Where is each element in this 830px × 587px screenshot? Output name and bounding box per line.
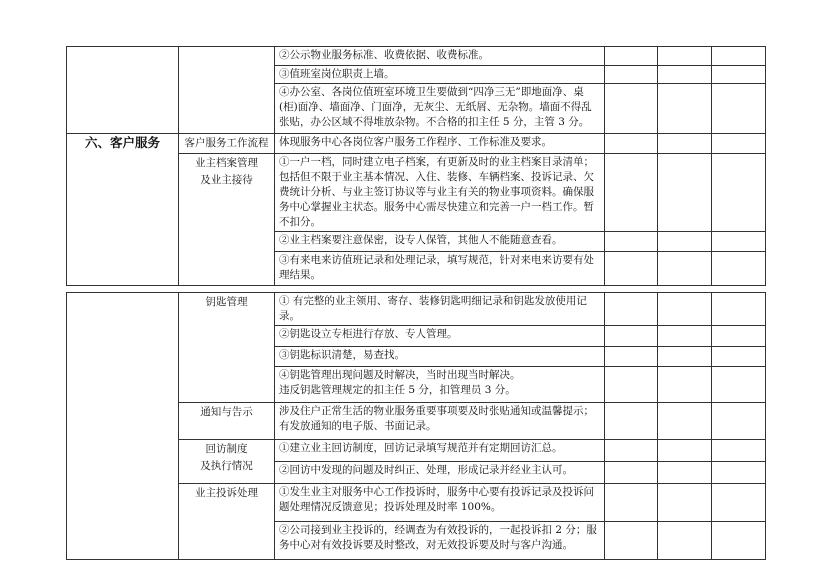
sub-item-line: 回访制度 — [205, 443, 248, 455]
score-cell[interactable] — [658, 326, 712, 347]
score-cell[interactable] — [658, 462, 712, 484]
table-row — [67, 134, 766, 154]
score-cell[interactable] — [712, 347, 766, 367]
score-cell[interactable] — [605, 440, 658, 462]
requirement-cell: ②公司接到业主投诉的，经调查为有效投诉的，一起投诉扣 2 分；服务中心对有效投诉要及时整改，对无效投诉要及时与客户沟通。 — [275, 522, 605, 560]
assessment-table-bottom — [66, 292, 766, 560]
requirement-cell: ②业主档案要注意保密，设专人保管，其他人不能随意查看。 — [275, 232, 605, 252]
sub-item-key-management: 钥匙管理 — [179, 293, 275, 403]
score-cell[interactable] — [712, 440, 766, 462]
score-cell[interactable] — [605, 403, 658, 440]
requirement-cell: ②回访中发现的问题及时纠正、处理，形成记录并经业主认可。 — [275, 462, 605, 484]
score-cell[interactable] — [712, 522, 766, 560]
score-cell[interactable] — [712, 484, 766, 522]
requirement-line: 违反钥匙管理规定的扣主任 5 分，扣管理员 3 分。 — [279, 384, 516, 396]
score-cell[interactable] — [605, 66, 658, 84]
score-cell[interactable] — [658, 367, 712, 403]
score-cell[interactable] — [605, 347, 658, 367]
score-cell[interactable] — [605, 47, 658, 66]
score-cell[interactable] — [658, 134, 712, 154]
sub-item-line: 及执行情况 — [200, 460, 253, 472]
sub-item-service-workflow: 客户服务工作流程 — [179, 134, 275, 154]
requirement-cell: ① 有完整的业主领用、寄存、装修钥匙明细记录和钥匙发放使用记录。 — [275, 293, 605, 326]
score-cell[interactable] — [605, 232, 658, 252]
score-cell[interactable] — [712, 462, 766, 484]
score-cell[interactable] — [658, 252, 712, 286]
requirement-cell — [275, 367, 605, 403]
score-cell[interactable] — [605, 462, 658, 484]
score-cell[interactable] — [658, 154, 712, 232]
score-cell[interactable] — [658, 484, 712, 522]
score-cell[interactable] — [605, 326, 658, 347]
score-cell[interactable] — [658, 403, 712, 440]
score-cell[interactable] — [658, 47, 712, 66]
score-cell[interactable] — [712, 403, 766, 440]
score-cell[interactable] — [658, 66, 712, 84]
requirement-cell: ②公示物业服务标准、收费依据、收费标准。 — [275, 47, 605, 66]
score-cell[interactable] — [658, 440, 712, 462]
score-cell[interactable] — [712, 232, 766, 252]
requirement-cell: ①发生业主对服务中心工作投诉时，服务中心要有投诉记录及投诉问题处理情况反馈意见；投诉处理及时率 100%。 — [275, 484, 605, 522]
requirement-cell: ①一户一档，同时建立电子档案，有更新及时的业主档案目录清单；包括但不限于业主基本情况、入住、装修、车辆档案、投诉记录、欠费统计分析、与业主签订协议等与业主有关的物业事项资料。确保服务中心掌握业主状态。服务中心需尽快建立和完善一户一档工作。暂不扣分。 — [275, 154, 605, 232]
category-cell — [67, 47, 179, 134]
requirement-cell: ③值班室岗位职责上墙。 — [275, 66, 605, 84]
requirement-cell: ①建立业主回访制度，回访记录填写规范并有定期回访汇总。 — [275, 440, 605, 462]
score-cell[interactable] — [712, 66, 766, 84]
sub-item-owner-archives — [179, 154, 275, 286]
score-cell[interactable] — [712, 293, 766, 326]
score-cell[interactable] — [712, 47, 766, 66]
requirement-cell: 涉及住户正常生活的物业服务重要事项要及时张贴通知或温馨提示；有发放通知的电子版、书面记录。 — [275, 403, 605, 440]
score-cell[interactable] — [605, 84, 658, 134]
category-cell — [67, 293, 179, 560]
score-cell[interactable] — [605, 134, 658, 154]
requirement-cell: ②钥匙设立专柜进行存放、专人管理。 — [275, 326, 605, 347]
score-cell[interactable] — [712, 84, 766, 134]
category-customer-service: 六、客户服务 — [67, 134, 179, 286]
score-cell[interactable] — [605, 522, 658, 560]
score-cell[interactable] — [658, 522, 712, 560]
score-cell[interactable] — [712, 134, 766, 154]
score-cell[interactable] — [605, 293, 658, 326]
sub-item-line: 业主档案管理 — [195, 157, 258, 169]
score-cell[interactable] — [712, 154, 766, 232]
requirement-cell: ③钥匙标识清楚，易查找。 — [275, 347, 605, 367]
sub-item-notices: 通知与告示 — [179, 403, 275, 440]
sub-item-cell — [179, 47, 275, 134]
assessment-table-top — [66, 46, 766, 286]
sub-item-return-visits — [179, 440, 275, 484]
requirement-line: ④钥匙管理出现问题及时解决，当时出现当时解决。 — [279, 369, 521, 381]
score-cell[interactable] — [658, 232, 712, 252]
score-cell[interactable] — [605, 252, 658, 286]
requirement-cell: 体现服务中心各岗位客户服务工作程序、工作标准及要求。 — [275, 134, 605, 154]
score-cell[interactable] — [712, 326, 766, 347]
score-cell[interactable] — [712, 252, 766, 286]
score-cell[interactable] — [605, 154, 658, 232]
score-cell[interactable] — [658, 293, 712, 326]
table-row — [67, 47, 766, 66]
table-row — [67, 293, 766, 326]
requirement-cell: ③有来电来访值班记录和处理记录，填写规范，针对来电来访要有处理结果。 — [275, 252, 605, 286]
score-cell[interactable] — [712, 367, 766, 403]
sub-item-complaint-handling: 业主投诉处理 — [179, 484, 275, 560]
score-cell[interactable] — [605, 367, 658, 403]
requirement-cell: ④办公室、各岗位值班室环境卫生要做到“四净三无”即地面净、桌(柜)面净、墙面净、门面净，无灰尘、无纸屑、无杂物。墙面不得乱张贴，办公区域不得堆放杂物。不合格的扣主任 5 分，主管 3 分。 — [275, 84, 605, 134]
score-cell[interactable] — [658, 84, 712, 134]
score-cell[interactable] — [605, 484, 658, 522]
sub-item-line: 及业主接待 — [200, 174, 253, 186]
score-cell[interactable] — [658, 347, 712, 367]
